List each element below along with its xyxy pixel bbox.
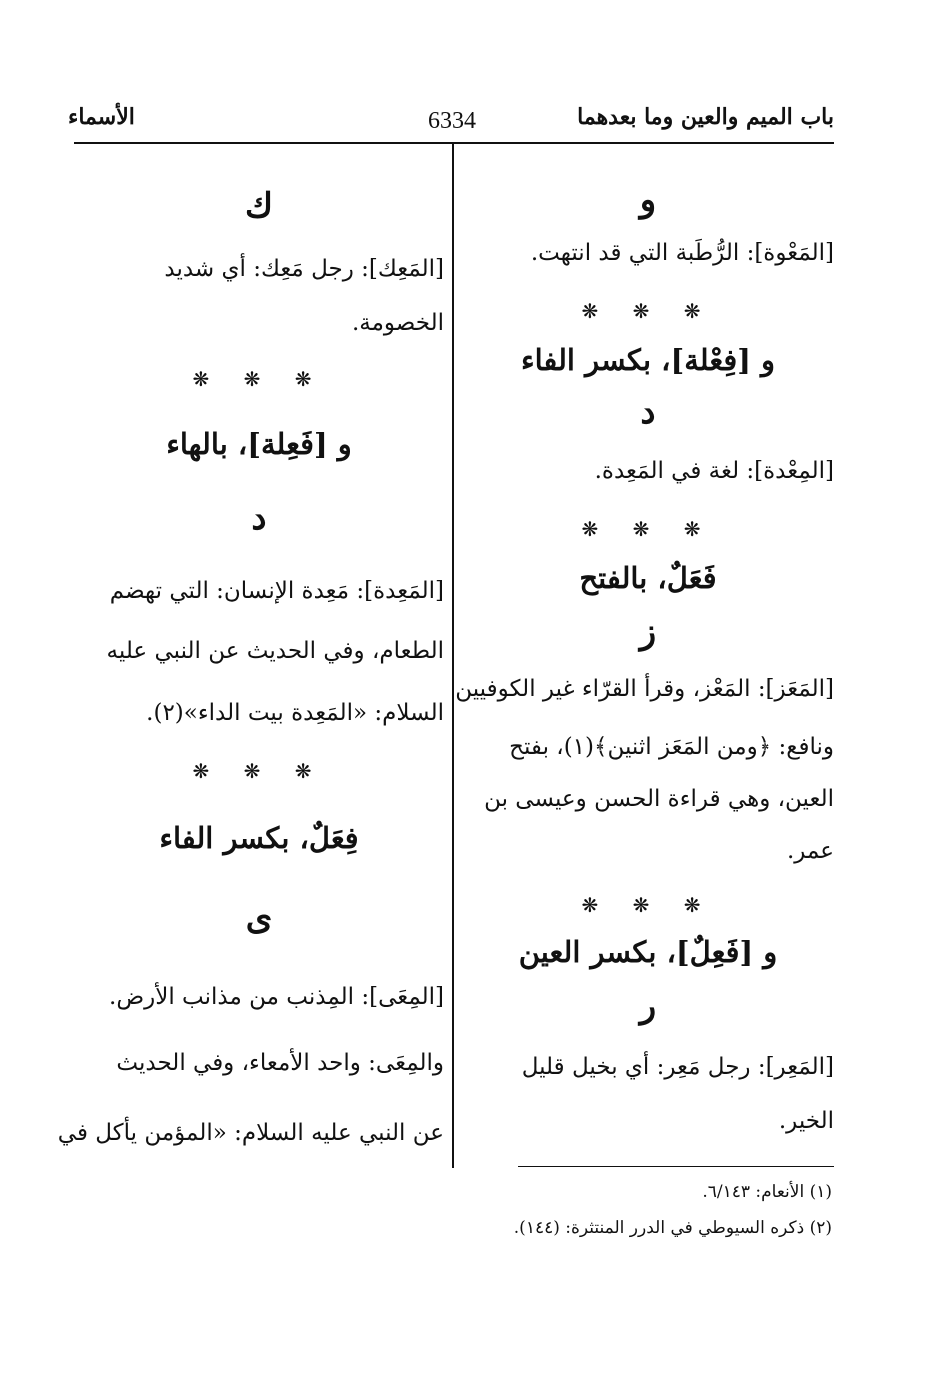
section-separator: ❋ ❋ ❋ [581, 517, 715, 541]
entry-text: [المَعَز]: المَعْز، وقرأ القرّاء غير الكوفيين [455, 676, 834, 702]
entry-text: الطعام، وفي الحديث عن النبي عليه [106, 638, 444, 664]
entry-text: عن النبي عليه السلام: «المؤمن يأكل في [57, 1120, 444, 1146]
footnote-rule [518, 1166, 834, 1167]
entry-text: السلام: «المَعِدة بيت الداء»(٢). [146, 700, 444, 726]
footnote: (١) الأنعام: ٦/١٤٣. [702, 1182, 832, 1202]
section-heading: فِعَلٌ، بكسر الفاء [159, 821, 359, 855]
entry-text: الخصومة. [351, 310, 444, 336]
entry-text: [المَعِك]: رجل مَعِك: أي شديد [164, 256, 444, 282]
page-number: 6334 [428, 108, 476, 134]
entry-text: [المَعِر]: رجل مَعِر: أي بخيل قليل [521, 1054, 834, 1080]
section-separator: ❋ ❋ ❋ [192, 367, 326, 391]
section-heading: و [فِعْلة]، بكسر الفاء [520, 343, 776, 377]
running-header-section-title: باب الميم والعين وما بعدهما [577, 104, 834, 130]
entry-letter: ى [245, 898, 273, 938]
entry-letter: و [639, 180, 657, 220]
entry-letter: ك [244, 186, 274, 226]
section-separator: ❋ ❋ ❋ [581, 893, 715, 917]
entry-text: عمر. [786, 838, 834, 864]
section-heading: و [فَعِلة]، بالهاء [166, 427, 352, 461]
entry-text: [المَعْوة]: الرُّطَبة التي قد انتهت. [530, 240, 834, 266]
entry-letter: ز [639, 612, 657, 652]
entry-text: [المِعَى]: المِذنب من مذانب الأرض. [109, 984, 444, 1010]
footnote: (٢) ذكره السيوطي في الدرر المنتثرة: (١٤٤). [513, 1218, 832, 1238]
entry-letter: د [640, 392, 656, 432]
running-header-category: الأسماء [68, 104, 135, 130]
entry-text: العين، وهي قراءة الحسن وعيسى بن [484, 786, 834, 812]
section-separator: ❋ ❋ ❋ [192, 759, 326, 783]
column-divider [452, 143, 454, 1168]
section-heading: و [فَعِلٌ]، بكسر العين [518, 935, 778, 969]
header-rule [74, 142, 834, 144]
entry-text: [المَعِدة]: مَعِدة الإنسان: التي تهضم [109, 578, 444, 604]
entry-text: والمِعَى: واحد الأمعاء، وفي الحديث [116, 1050, 444, 1076]
entry-text: الخير. [778, 1108, 834, 1134]
entry-text: [المِعْدة]: لغة في المَعِدة. [594, 458, 834, 484]
section-heading: فَعَلٌ، بالفتح [579, 561, 717, 595]
section-separator: ❋ ❋ ❋ [581, 299, 715, 323]
entry-text: ونافع: ﴿ومن المَعَز اثنين﴾(١)، بفتح [509, 734, 834, 760]
entry-letter: ر [639, 986, 657, 1026]
entry-letter: د [251, 498, 267, 538]
